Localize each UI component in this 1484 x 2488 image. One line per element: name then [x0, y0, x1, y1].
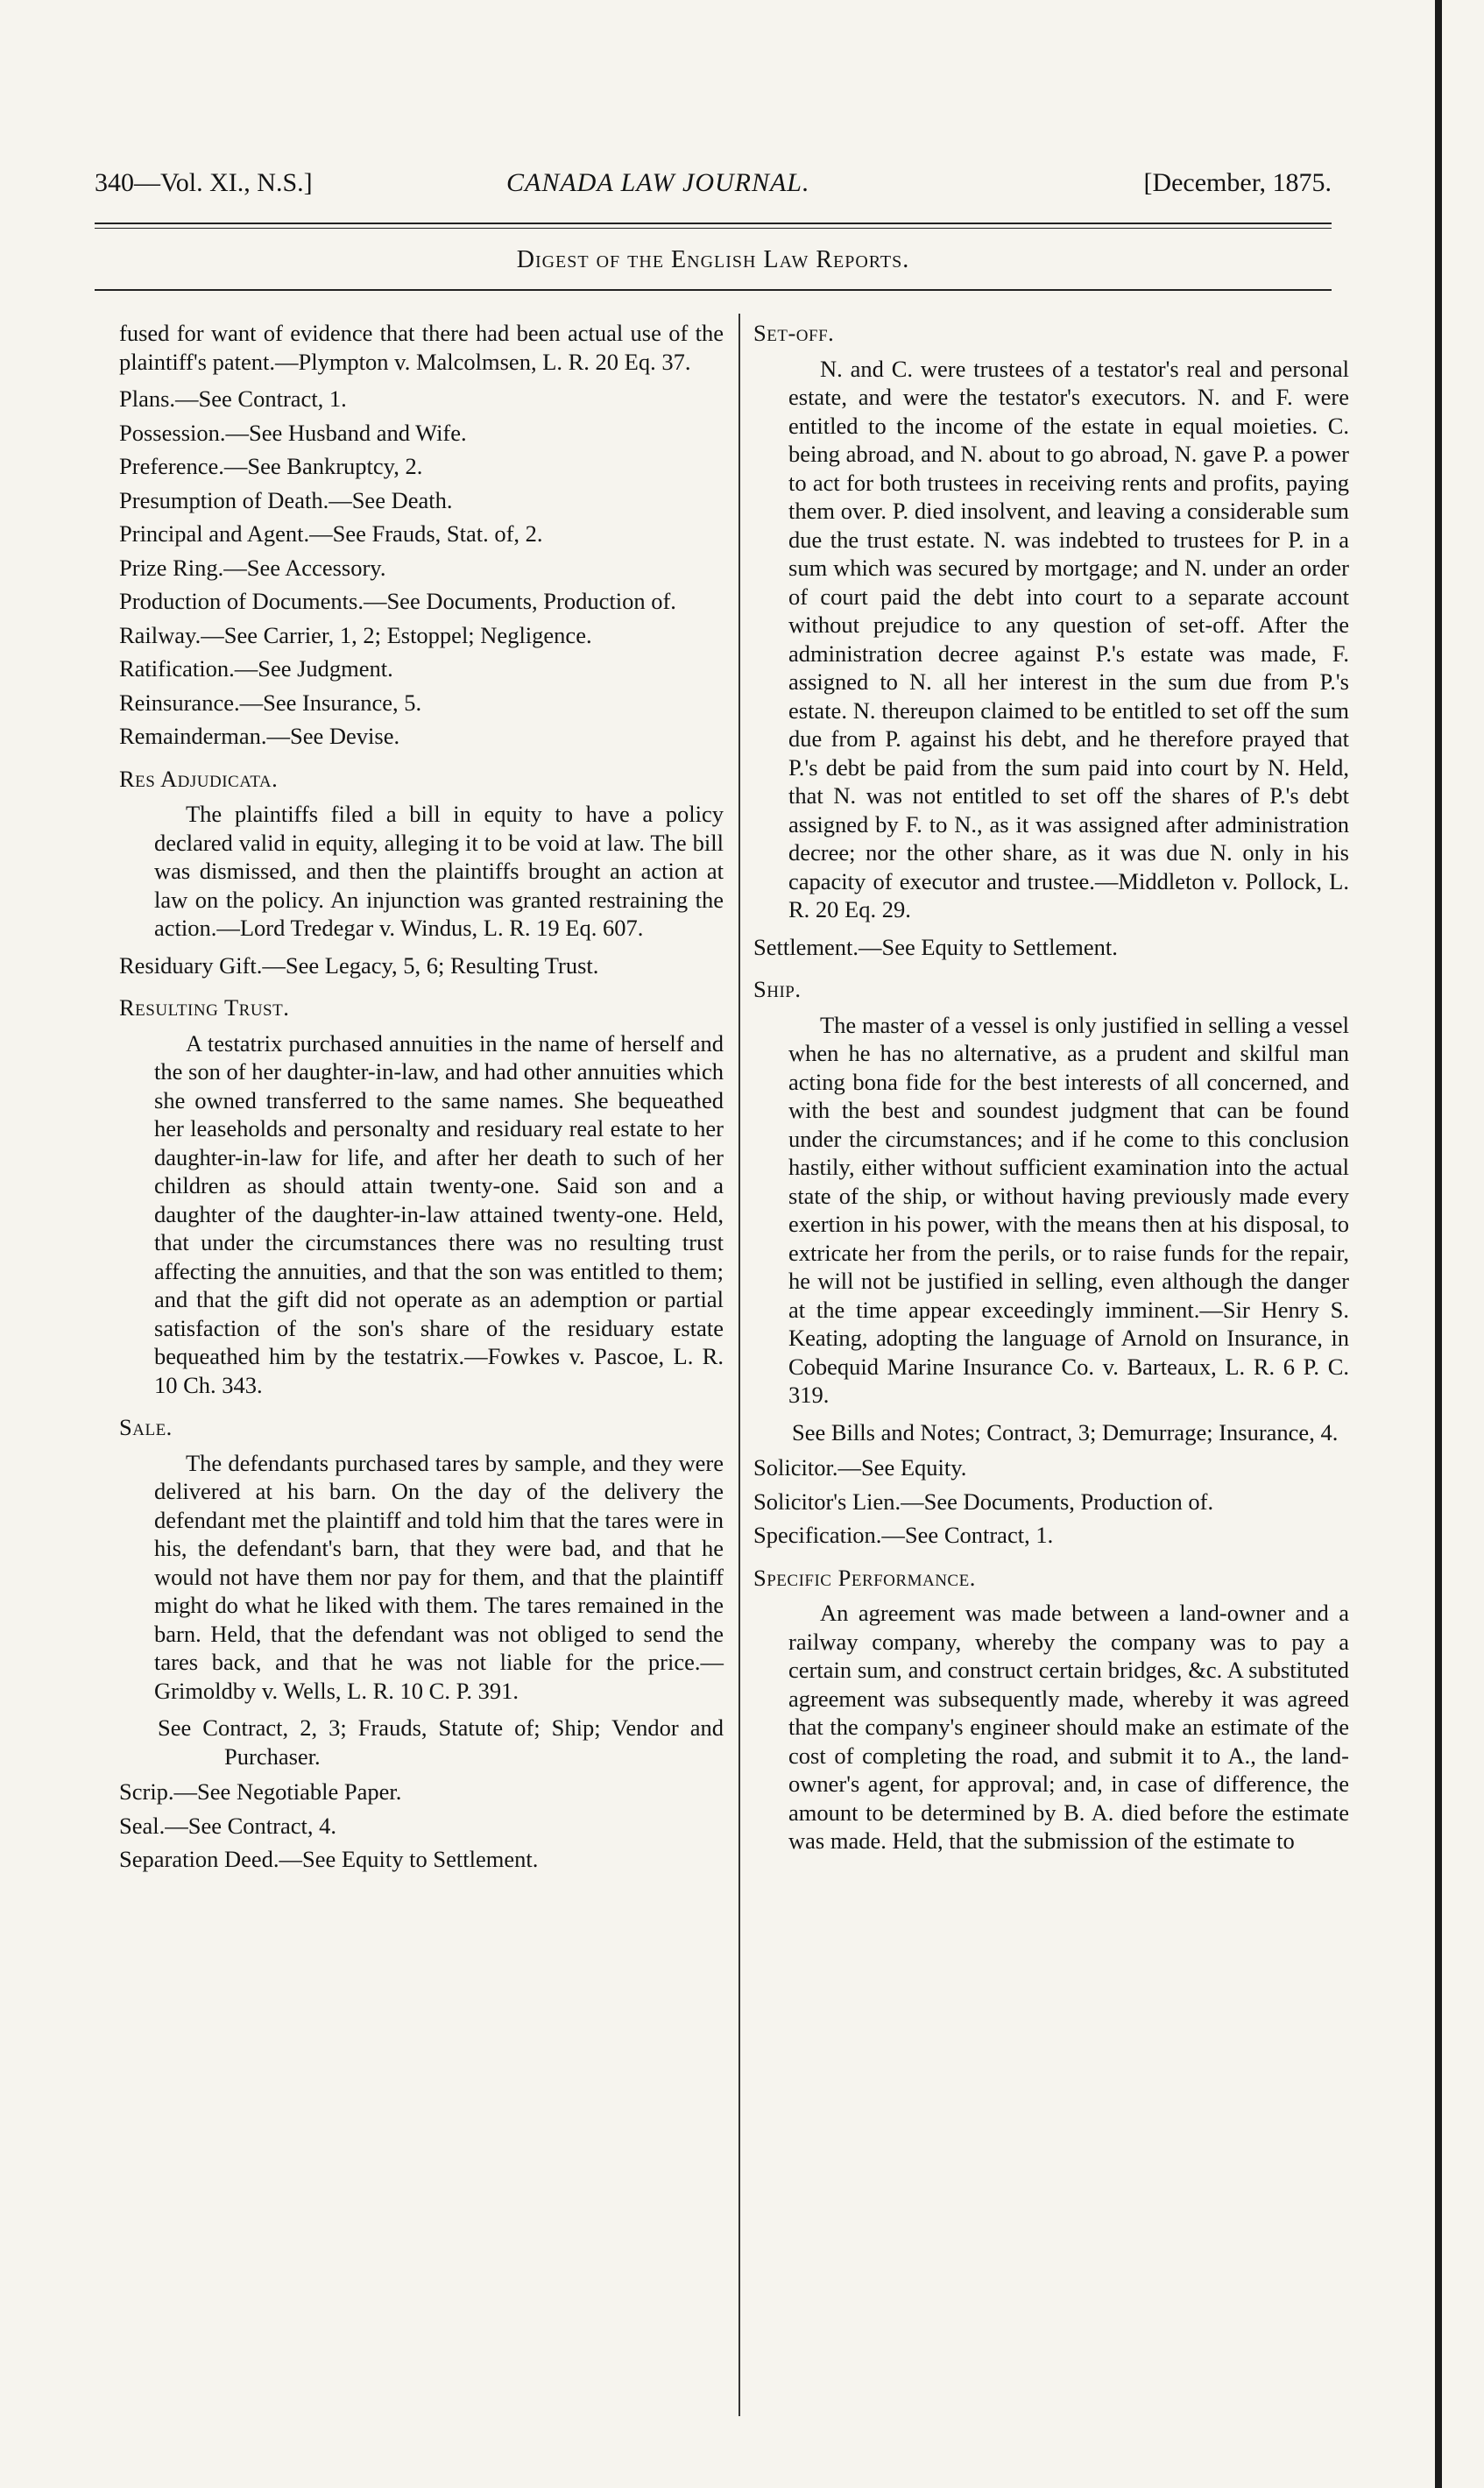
digest-entry: Reinsurance.—See Insurance, 5. — [119, 689, 422, 716]
header-rule-top — [95, 223, 1332, 224]
digest-entry: Principal and Agent.—See Frauds, Stat. of, 2. — [119, 520, 543, 547]
section-title: Digest of the English Law Reports. — [516, 246, 910, 273]
digest-entry: Plans.—See Contract, 1. — [119, 385, 347, 412]
digest-entry: Production of Documents.—See Documents, Production of. — [119, 588, 676, 614]
heading-set-off: Set-off. — [753, 320, 835, 346]
header-journal-title: CANADA LAW JOURNAL. — [506, 168, 810, 197]
paragraph-specific-performance: An agreement was made between a land-owner and a railway company, whereby the company was to pay a certain sum, and construct certain bridges, &c. A substituted agreement was subsequently made, whereby it was agreed that the company's engineer should make an estimate of the cost of completing the road, and submit it to A., the land-owner's agent, for approval; and, in case of difference, the amount to be determined by B. A. died before the estimate was made. Held, that the submission of the estimate to — [788, 1600, 1349, 1854]
digest-entry: Solicitor's Lien.—See Documents, Production of. — [753, 1488, 1214, 1515]
heading-ship: Ship. — [753, 976, 802, 1002]
heading-sale: Sale. — [119, 1414, 173, 1440]
digest-entry: Possession.—See Husband and Wife. — [119, 419, 467, 446]
section-rule — [95, 289, 1332, 291]
heading-res-adjudicata: Res Adjudicata. — [119, 765, 279, 792]
digest-entry: Settlement.—See Equity to Settlement. — [753, 933, 1118, 960]
column-divider — [738, 314, 740, 2416]
paragraph-res-adjudicata: The plaintiffs filed a bill in equity to have a policy declared valid in equity, alleging it to be void at law. The bill was dismissed, and then the plaintiffs brought an action at law on the policy. An injunction was granted restraining the action.—Lord Tredegar v. Windus, L. R. 19 Eq. 607. — [154, 801, 724, 941]
left-column — [119, 319, 724, 1879]
digest-entry: Solicitor.—See Equity. — [753, 1454, 967, 1481]
digest-entry: Seal.—See Contract, 4. — [119, 1812, 337, 1839]
see-also-sale: See Contract, 2, 3; Frauds, Statute of; Ship; Vendor and Purchaser. — [158, 1714, 724, 1770]
header-volume: 340—Vol. XI., N.S.] — [95, 168, 313, 197]
header-rule-bottom — [95, 228, 1332, 229]
digest-entry: Remainderman.—See Devise. — [119, 723, 400, 749]
heading-specific-performance: Specific Performance. — [753, 1564, 976, 1591]
header-date: [December, 1875. — [1143, 168, 1332, 197]
page-edge — [1435, 0, 1442, 2488]
digest-entry: Railway.—See Carrier, 1, 2; Estoppel; Negligence. — [119, 621, 592, 648]
digest-entry: Prize Ring.—See Accessory. — [119, 554, 386, 581]
digest-entry: Ratification.—See Judgment. — [119, 655, 393, 682]
digest-entry: Preference.—See Bankruptcy, 2. — [119, 453, 423, 479]
running-header — [95, 168, 1332, 212]
digest-entry: Presumption of Death.—See Death. — [119, 486, 453, 513]
continued-paragraph: fused for want of evidence that there had been actual use of the plaintiff's patent.—Plympton v. Malcolmsen, L. R. 20 Eq. 37. — [119, 320, 724, 375]
paragraph-sale: The defendants purchased tares by sample, and they were delivered at his barn. On the day of the delivery the defendant met the plaintiff and told him that the tares were in his, the defendant's barn, that they were bad, and that he would not have them nor pay for them, and that the plaintiff might do what he liked with them. The tares remained in the barn. Held, that the defendant was not obliged to send the tares back, and that he was not liable for the price.—Grimoldby v. Wells, L. R. 10 C. P. 391. — [154, 1449, 724, 1704]
heading-resulting-trust: Resulting Trust. — [119, 994, 290, 1021]
digest-entry: Scrip.—See Negotiable Paper. — [119, 1778, 402, 1805]
digest-entry: Separation Deed.—See Equity to Settlement. — [119, 1846, 539, 1872]
digest-entry: Specification.—See Contract, 1. — [753, 1522, 1054, 1548]
paragraph-resulting-trust: A testatrix purchased annuities in the name of herself and the son of her daughter-in-law, and had other annuities which she owned transferred to the same names. She bequeathed her leaseholds and personalty and residuary real estate to her daughter-in-law for life, and after her death to such of her children as should attain twenty-one. Said son and a daughter of the daughter-in-law attained twenty-one. Held, that under the circumstances there was no resulting trust affecting the annuities, and that the son was entitled to them; and that the gift did not operate as an ademption or partial satisfaction of the son's share of the residuary estate bequeathed him by the testatrix.—Fowkes v. Pascoe, L. R. 10 Ch. 343. — [154, 1029, 724, 1398]
paragraph-ship: The master of a vessel is only justified in selling a vessel when he has no alternative, as a prudent and skilful man acting bona fide for the best interests of all concerned, and with the best and soundest judgment that can be found under the circumstances; and if he come to this conclusion hastily, either without sufficient examination into the actual state of the ship, or without having previously made every exertion in his power, with the means then at his disposal, to extricate her from the perils, or to raise funds for the repair, he will not be justified in selling, even although the danger at the time appear exceedingly imminent.—Sir Henry S. Keating, adopting the language of Arnold on Insurance, in Cobequid Marine Insurance Co. v. Barteaux, L. R. 6 P. C. 319. — [788, 1011, 1349, 1408]
paragraph-set-off: N. and C. were trustees of a testator's real and personal estate, and were the testator's executors. N. and F. were entitled to the income of the estate in equal moieties. C. being abroad, and N. about to go abroad, N. gave P. a power to act for both trustees in receiving rents and profits, paying them over. P. died insolvent, and leaving a considerable sum due the trust estate. N. was indebted to trustees for P. in a sum which was secured by mortgage; and N. under an order of court paid the debt into court to a separate account without prejudice to any question of set-off. After the administration decree against P.'s estate was made, F. assigned to N. all her interest in the sum due from P.'s estate. N. thereupon claimed to be entitled to set off the sum due from P. against his debt, and he therefore prayed that P.'s debt be paid from the sum paid into court by N. Held, that N. was not entitled to set off the shares of P.'s debt assigned by F. to N., as it was assigned after administration decree; nor the other share, as it was due N. only in his capacity of executor and trustee.—Middleton v. Pollock, L. R. 20 Eq. 29. — [788, 355, 1349, 922]
right-column — [753, 319, 1349, 1864]
see-also-ship: See Bills and Notes; Contract, 3; Demurrage; Insurance, 4. — [792, 1418, 1339, 1445]
digest-entry: Residuary Gift.—See Legacy, 5, 6; Resulting Trust. — [119, 951, 599, 979]
